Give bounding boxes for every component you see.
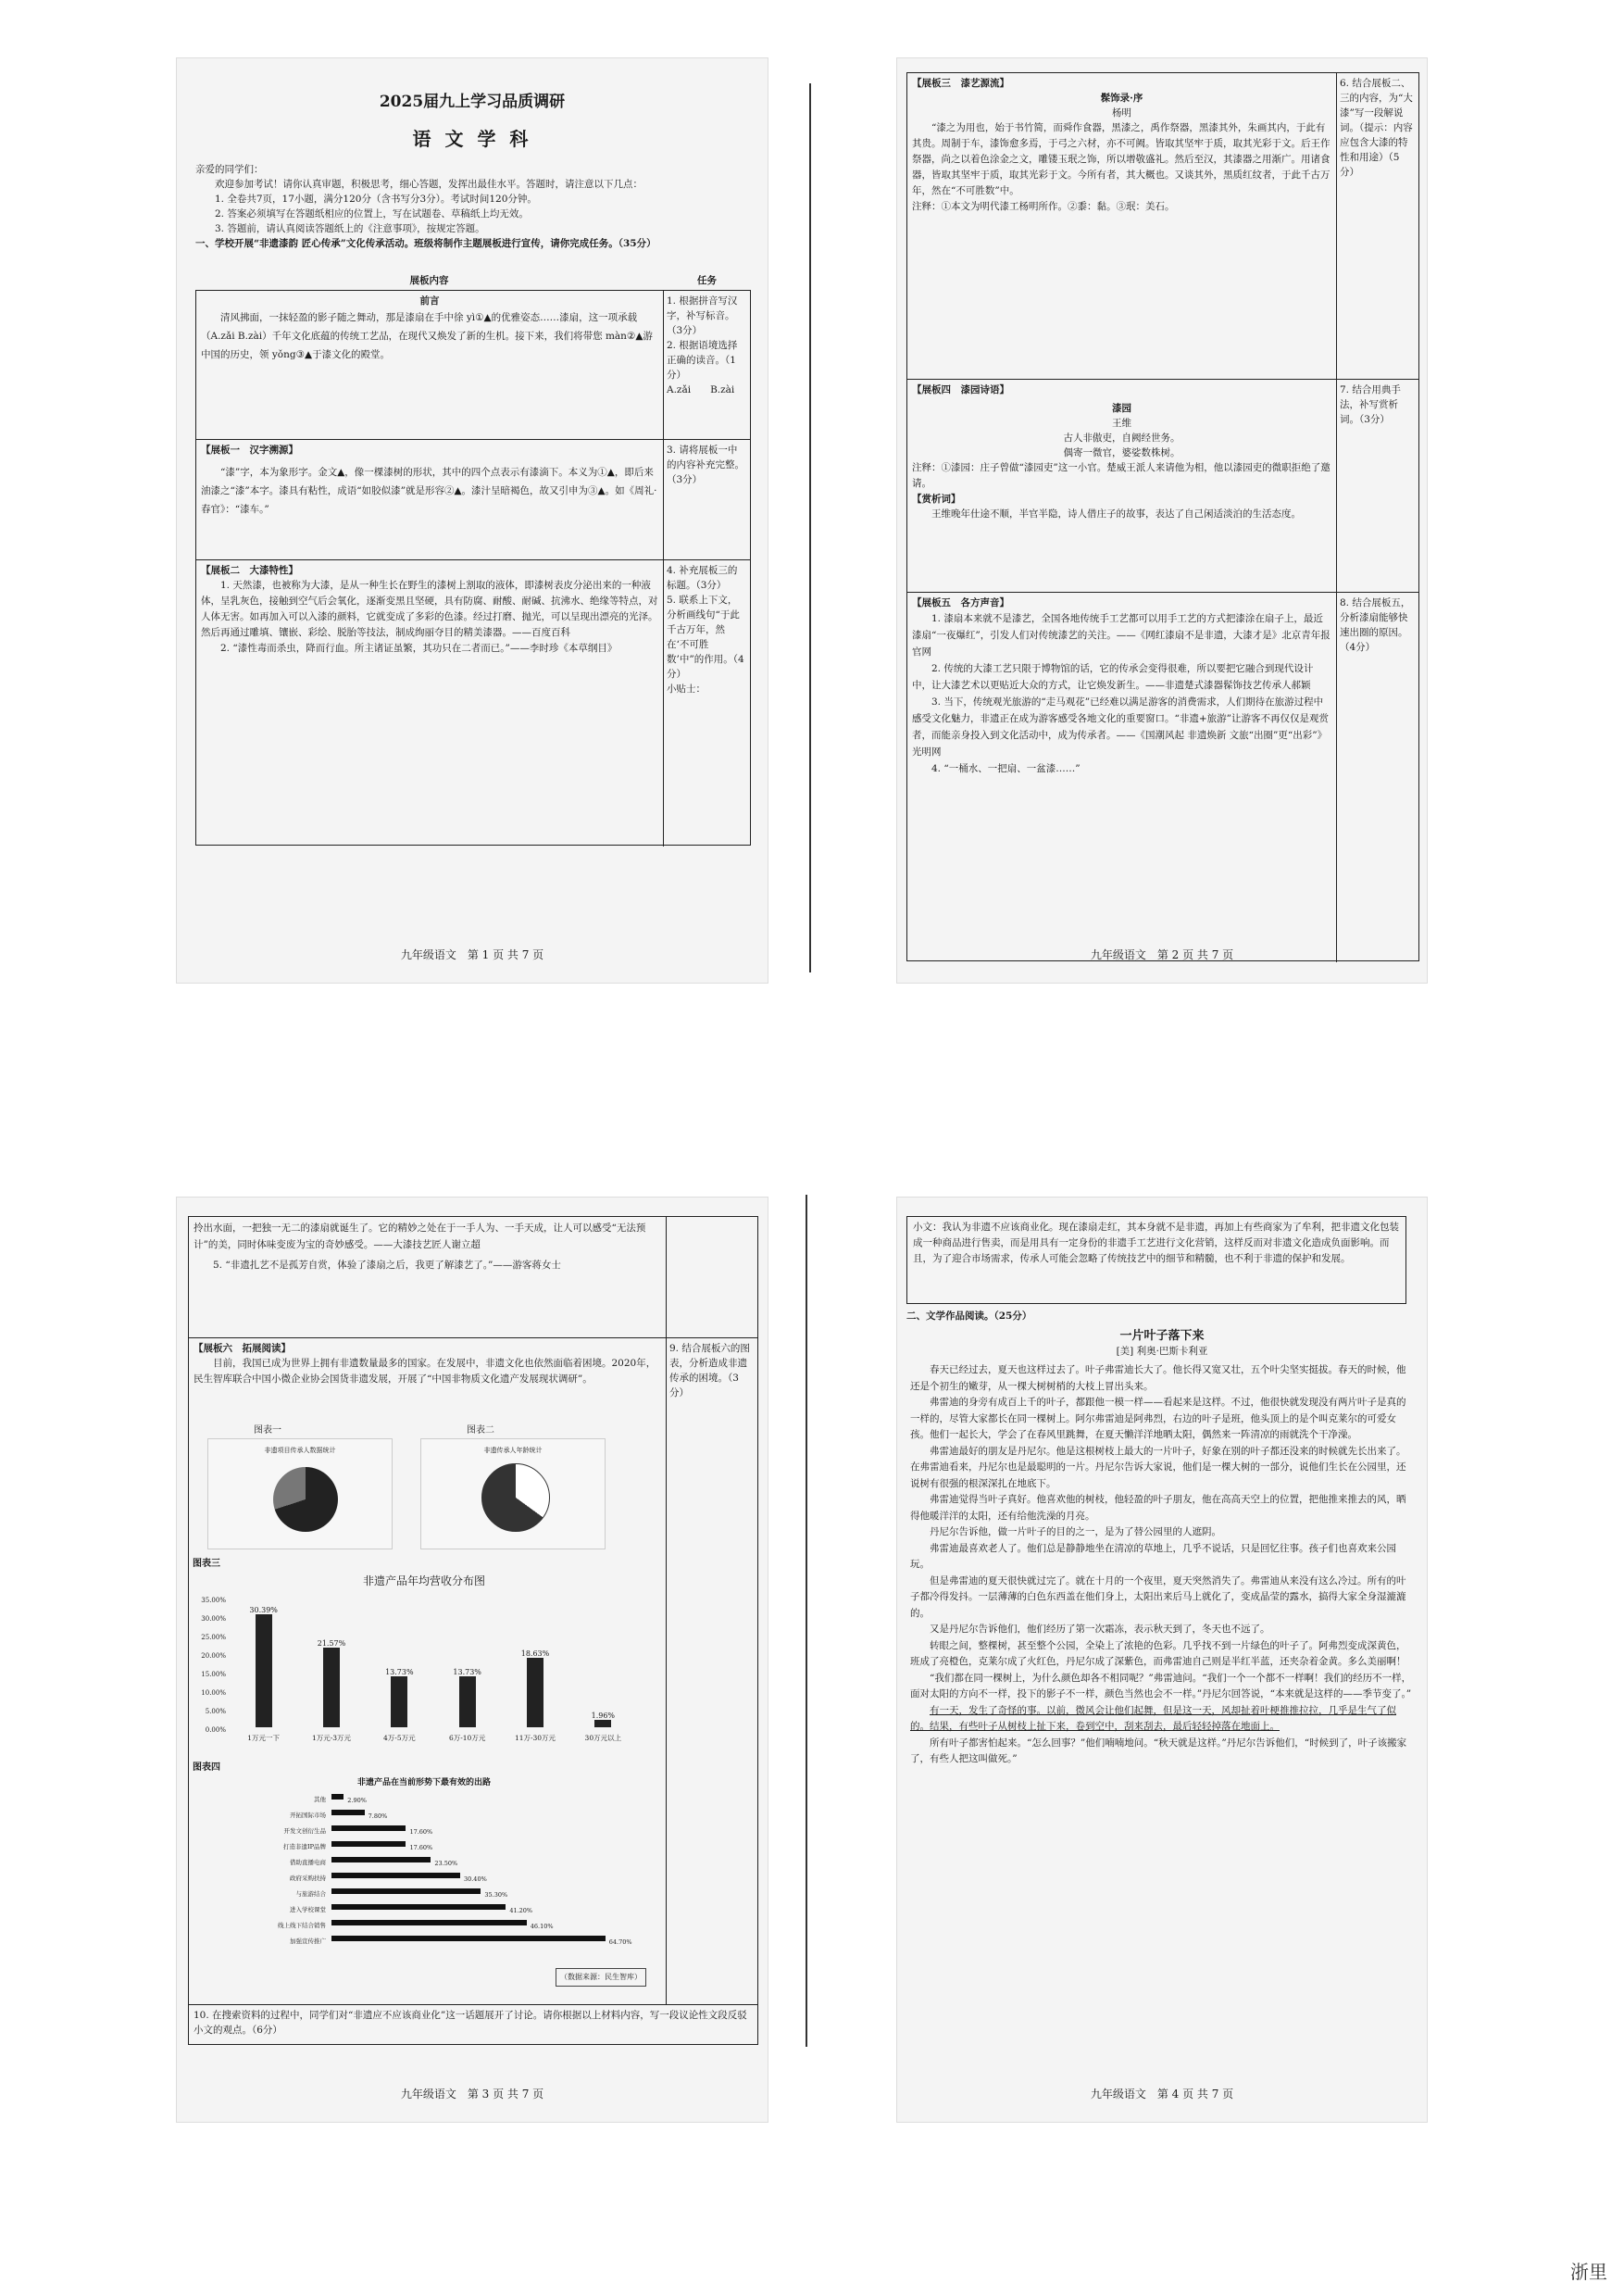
story-paragraph: 所有叶子都害怕起来。“怎么回事？”他们喃喃地问。“秋天就是这样。”丹尼尔告诉他们，“时候到了，叶子该搬家了，有些人把这叫做死。” [910, 1737, 1407, 1764]
story-title: 一片叶子落下来 [1119, 1329, 1205, 1343]
col-header-task: 任务 [697, 275, 717, 286]
scan-divider [809, 83, 811, 972]
chart-3-category-label: 1万元一下 [247, 1734, 281, 1742]
chart-2-label: 图表二 [467, 1425, 494, 1436]
xiaowen-opinion: 小文：我认为非遗不应该商业化。现在漆扇走红，其本身就不是非遗，再加上有些商家为了牟利，把非遗文化包装成一种商品进行售卖，而是用具有一定身份的非遗手工艺进行文化营销，这样反而对非遗文化造成负面影响。而且，为了迎合市场需求，传承人可能会忽略了传统技艺中的细节和精髓，也不利于非遗的保护和发展。 [913, 1222, 1399, 1264]
chart-4-bar [331, 1888, 481, 1894]
chart-3-bar [527, 1658, 543, 1727]
chart-4-bar [331, 1904, 506, 1910]
chart-4 [193, 1774, 656, 1988]
chart-3-bar [256, 1614, 272, 1727]
story-paragraph: 弗雷迪的身旁有成百上千的叶子，都跟他一模一样——看起来是这样。不过，他很快就发现没有两片叶子是真的一样的，尽管大家都长在同一棵树上。阿尔弗雷迪是阿弗烈，右边的叶子是班，他头顶上的是个叫克莱尔的可爱女孩。他们一起长大，学会了在春风里跳舞，在夏天懒洋洋地晒太阳，偶然来一阵清凉的雨就洗个干净澡。 [910, 1397, 1406, 1440]
task-5-note: 小贴士： [667, 683, 706, 695]
chart-3-bar [391, 1676, 407, 1727]
chart-3-value-label: 21.57% [317, 1638, 346, 1648]
chart-3-ytick: 0.00% [205, 1726, 226, 1734]
board-5-item: 3. 当下，传统观光旅游的“走马观花”已经难以满足游客的消费需求，人们期待在旅游过程中感受文化魅力，非遗正在成为游客感受各地文化的重要窗口。“非遗+旅游”让游客不再仅仅是观赏者，而能亲身投入到文化活动中，成为传承者。——《国潮风起 非遗焕新 文旅“出圈”更“出彩”》光明网 [912, 696, 1330, 758]
task-5: 5. 联系上下文，分析画线句“于此千古万年，然在‘不可胜数’中”的作用。（4分） [667, 595, 744, 680]
preface-text: 清风拂面，一抹轻盈的影子随之舞动，那是漆扇在手中徐 yì①▲的优雅姿态……漆扇，这一项承载（A.zǎi B.zài）千年文化底蕴的传统工艺品，在现代又焕发了新的生机。接下来，我们将带您 màn②▲游中国的历史，领 yǒng③▲于漆文化的殿堂。 [201, 312, 653, 360]
chart-4-value-label: 64.70% [608, 1938, 632, 1946]
chart-4-value-label: 46.10% [530, 1923, 554, 1930]
data-source: （数据来源：民生智库） [556, 1968, 646, 1987]
poem-title: 漆园 [1112, 403, 1131, 414]
chart-3-value-label: 1.96% [591, 1712, 616, 1721]
chart-3-category-label: 6万-10万元 [448, 1734, 486, 1742]
poem-analysis-title: 【赏析词】 [912, 494, 961, 505]
board-1-row [196, 439, 750, 559]
story-paragraph: 春天已经过去，夏天也这样过去了。叶子弗雷迪长大了。他长得又宽又壮，五个叶尖坚实挺拔。春天的时候，他还是个初生的嫩芽，从一棵大树树梢的大枝上冒出头来。 [910, 1364, 1406, 1392]
board-3-text: “漆之为用也，始于书竹简，而舜作食器，黑漆之，禹作祭器，黑漆其外，朱画其内，于此有其贵。周制于车，漆饰愈多焉，于弓之六材，亦不可阙。皆取其坚牢于质，取其光彩于文。后王作祭器，尚之以着色涂金之文，雕镂玉珉之饰，所以增敬盛礼。然后至汉，其漆器之用渐广。用诸食器，皆取其坚牢于质，取其光彩于文。今所有者，其大概也。又谈其外，黑质红纹者，于此千古万年，然在“不可胜数”中。 [912, 122, 1330, 196]
chart-3-ytick: 5.00% [205, 1708, 226, 1715]
chart-3-category-label: 4万-5万元 [383, 1734, 416, 1742]
chart-4-value-label: 7.80% [368, 1812, 388, 1820]
chart-4-value-label: 35.30% [484, 1891, 508, 1899]
exam-page-1 [176, 57, 768, 984]
board-3-author: 杨明 [1112, 107, 1131, 119]
chart-3-category-label: 30万元以上 [584, 1734, 622, 1742]
board-5-item: 4. “一桶水、一把扇、一盆漆……” [931, 763, 1081, 774]
board-5-continued: 拎出水面，一把独一无二的漆扇就诞生了。它的精妙之处在于一手人为、一手天成，让人可以感受“无法预计”的美，同时体味变废为宝的奇妙感受。——大漆技艺匠人谢立超 [194, 1223, 646, 1250]
story-paragraph: 弗雷迪觉得当叶子真好。他喜欢他的树枝，他轻盈的叶子朋友，他在高高天空上的位置，把他推来推去的风，晒得他暖洋洋的太阳，还有给他洗澡的月亮。 [910, 1494, 1406, 1522]
scan-divider [806, 1195, 807, 2047]
chart-1 [207, 1438, 393, 1549]
page-footer: 九年级语文 第 3 页 共 7 页 [400, 2088, 544, 2101]
chart-4-value-label: 17.60% [409, 1828, 433, 1836]
watermark: 浙里 [1570, 2261, 1607, 2283]
chart-3-bar [459, 1676, 476, 1727]
task-8: 8. 结合展板五，分析漆扇能够快速出圈的原因。（4分） [1340, 597, 1411, 653]
board-5-item-5: 5. “非遗扎艺不是孤芳自赏，体验了漆扇之后，我更了解漆艺了。”——游客蒋女士 [213, 1260, 561, 1271]
task-10: 10. 在搜索资料的过程中，同学们对“非遗应不应该商业化”这一话题展开了讨论。请你根据以上材料内容，写一段议论性文段反驳小文的观点。（6分） [189, 2004, 757, 2046]
chart-4-category-label: 加强宣传推广 [290, 1938, 326, 1945]
chart-3-label: 图表三 [193, 1559, 220, 1569]
task-4: 4. 补充展板三的标题。（3分） [667, 565, 738, 591]
page-footer: 九年级语文 第 2 页 共 7 页 [1090, 948, 1234, 961]
board-6-title: 【展板六 拓展阅读】 [194, 1343, 291, 1354]
chart-4-bar [331, 1873, 460, 1878]
page-1-header [195, 88, 749, 151]
section-2-heading: 二、文学作品阅读。（25分） [906, 1311, 1032, 1322]
preface-row [196, 291, 750, 439]
chart-4-category-label: 开发文创衍生品 [283, 1827, 326, 1835]
story-author: [美] 利奥·巴斯卡利亚 [1116, 1346, 1208, 1357]
board-3-row [907, 73, 1418, 379]
board-5-item: 1. 漆扇本来就不是漆艺，全国各地传统手工艺都可以用手工艺的方式把漆涂在扇子上，最近漆扇“一夜爆红”，引发人们对传统漆艺的关注。——《网红漆扇不是非遗，大漆才是》北京青年报官网 [912, 613, 1330, 658]
xiaowen-box [906, 1216, 1406, 1304]
story-paragraph: 又是丹尼尔告诉他们，他们经历了第一次霜冻，表示秋天到了，冬天也不远了。 [930, 1624, 1270, 1635]
chart-4-value-label: 23.50% [434, 1860, 458, 1867]
board-1-text: “漆”字，本为象形字。金文▲，像一棵漆树的形状，其中的四个点表示有漆滴下。本义为①▲，即后来油漆之“漆”本字。漆具有粘性，成语“如胶似漆”就是形容②▲。漆汁呈暗褐色，故又引申为③▲。如《周礼·春官》：“漆车。” [201, 467, 657, 515]
task-7: 7. 结合用典手法，补写赏析词。（3分） [1340, 384, 1401, 425]
intro-text: 欢迎参加考试！请你认真审题，积极思考，细心答题，发挥出最佳水平。答题时，请注意以下几点： [215, 179, 643, 190]
story-paragraph: 弗雷迪最好的朋友是丹尼尔。他是这根树枝上最大的一片叶子，好象在别的叶子都还没来的时候就先长出来了。在弗雷迪看来，丹尼尔也是最聪明的一片。丹尼尔告诉大家说，他们是一棵大树的一部分，说他们生长在公园里，还说树有很强的根深深扎在地底下。 [910, 1445, 1406, 1489]
story-paragraph: 但是弗雷迪的夏天很快就过完了。就在十月的一个夜里，夏天突然消失了。弗雷迪从来没有这么冷过。所有的叶子都冷得发抖。一层薄薄的白色东西盖在他们身上，太阳出来后马上就化了，变成晶莹的露水，搞得大家全身湿漉漉的。 [910, 1574, 1406, 1619]
exam-page-4 [896, 1197, 1428, 2123]
rule-item: 3. 答题前，请认真阅读答题纸上的《注意事项》，按规定答题。 [215, 223, 485, 234]
chart-3-bar [323, 1648, 340, 1727]
rule-item: 2. 答案必须填写在答题纸相应的位置上，写在试题卷、草稿纸上均无效。 [215, 208, 529, 219]
board-1-title: 【展板一 汉字溯源】 [201, 445, 298, 456]
chart-3-value-label: 13.73% [385, 1668, 414, 1677]
board-4-row [907, 379, 1418, 592]
chart-4-bar [331, 1936, 606, 1941]
poem-line: 古人非傲吏，自阙经世务。 [1063, 433, 1181, 444]
greeting: 亲爱的同学们： [195, 164, 264, 175]
chart-4-bar [331, 1794, 344, 1800]
story-paragraph-underlined: 有一天，发生了奇怪的事。以前，微风会让他们起舞，但是这一天，风却扯着叶梗推推拉拉，几乎是生气了似的。结果，有些叶子从树枝上扯下来，卷到空中，刮来刮去，最后轻轻掉落在地面上。 [910, 1704, 1396, 1732]
story-body [910, 1362, 1414, 2085]
board-6-text: 目前，我国已成为世界上拥有非遗数量最多的国家。在发展中，非遗文化也依然面临着困境。2020年，民生智库联合中国小微企业协会国货非遗发展，开展了“中国非物质文化遗产发展现状调研”。 [194, 1358, 656, 1385]
task-1: 1. 根据拼音写汉字，补写标音。（3分） [667, 295, 738, 336]
pie-chart-1 [273, 1467, 338, 1532]
rule-item: 1. 全卷共7页，17小题，满分120分（含书写分3分）。考试时间120分钟。 [215, 194, 537, 205]
chart-3-ytick: 10.00% [201, 1689, 226, 1697]
poem-line: 偶寄一微官，婆娑数株树。 [1063, 447, 1181, 458]
story-paragraph: “我们都在同一棵树上，为什么颜色却各不相同呢？”弗雷迪问。“我们一个一个都不一样啊！我们的经历不一样，面对太阳的方向不一样，投下的影子不一样，颜色当然也会不一样。”丹尼尔回答说，“本来就是这样的——季节变了。” [910, 1672, 1412, 1699]
poem-author: 王维 [1112, 418, 1131, 429]
story-paragraph: 丹尼尔告诉他，做一片叶子的目的之一，是为了替公园里的人遮阴。 [930, 1526, 1221, 1537]
chart-4-category-label: 其他 [314, 1796, 326, 1803]
exam-subject: 语 文 学 科 [412, 128, 532, 150]
chart-3-ytick: 35.00% [201, 1597, 226, 1604]
boards-table [195, 290, 751, 846]
preface-title: 前言 [419, 295, 440, 307]
task-2-options: A.zǎi B.zài [667, 384, 735, 395]
board-3-notes: 注释：①本文为明代漆工杨明所作。②黍：黏。③珉：美石。 [912, 201, 1175, 212]
chart-3-ytick: 25.00% [201, 1634, 226, 1641]
chart-3-ytick: 30.00% [201, 1615, 226, 1623]
chart-4-category-label: 进入学校课堂 [290, 1906, 326, 1913]
poem-notes: 注释：①漆园：庄子曾做“漆园吏”这一小官。楚威王派人来请他为相，他以漆园吏的微职拒绝了邀请。 [912, 462, 1330, 489]
task-6: 6. 结合展板二、三的内容，为“大漆”写一段解说词。（提示：内容应包含大漆的特性和用途）（5分） [1340, 78, 1413, 178]
boards-table-3 [188, 1216, 758, 2045]
story-paragraph: 转眼之间，整棵树，甚至整个公园，全染上了浓艳的色彩。几乎找不到一片绿色的叶子了。阿弗烈变成深黄色，班成了亮橙色，克莱尔成了火红色，丹尼尔成了深紫色，而弗雷迪自己则是半红半蓝，还夹杂着金黄。多么美丽啊！ [910, 1639, 1406, 1667]
chart-4-category-label: 打造非遗IP品牌 [283, 1843, 326, 1850]
section-1-heading: 一、学校开展“非遗漆韵 匠心传承”文化传承活动。班级将制作主题展板进行宣传，请你完成任务。（35分） [195, 238, 656, 249]
task-9: 9. 结合展板六的图表，分析造成非遗传承的困境。（3分） [669, 1343, 750, 1398]
chart-4-value-label: 41.20% [509, 1907, 533, 1914]
task-2: 2. 根据语境选择正确的读音。（1分） [667, 340, 738, 381]
exam-title: 2025届九上学习品质调研 [379, 93, 566, 111]
board-5-row [907, 592, 1418, 962]
chart-4-category-label: 借助直播电商 [290, 1859, 326, 1866]
col-header-content: 展板内容 [409, 275, 449, 286]
chart-4-category-label: 开拓国际市场 [290, 1812, 326, 1819]
page-footer: 九年级语文 第 4 页 共 7 页 [1090, 2088, 1234, 2101]
chart-4-label: 图表四 [193, 1762, 220, 1773]
board-5-cont-row [189, 1217, 757, 1337]
board-4-title: 【展板四 漆园诗语】 [912, 384, 1009, 395]
chart-4-category-label: 与旅游结合 [295, 1890, 326, 1898]
chart-3-title: 非遗产品年均营收分布图 [362, 1574, 485, 1587]
chart-3-value-label: 30.39% [249, 1606, 278, 1615]
task-3: 3. 请将展板一中的内容补充完整。（3分） [667, 445, 744, 485]
chart-3-category-label: 1万元-3万元 [311, 1734, 352, 1742]
chart-4-bar [331, 1920, 527, 1925]
exam-page-3 [176, 1197, 768, 2123]
chart-4-value-label: 2.90% [347, 1797, 367, 1804]
pie-chart-2 [481, 1463, 550, 1532]
poem-analysis: 王维晚年仕途不顺，半官半隐，诗人借庄子的故事，表达了自己闲适淡泊的生活态度。 [931, 508, 1301, 520]
chart-3 [193, 1570, 656, 1755]
page-footer: 九年级语文 第 1 页 共 7 页 [400, 948, 544, 961]
board-3-title: 【展板三 漆艺源流】 [912, 78, 1009, 89]
chart-4-bar [331, 1857, 431, 1862]
board-6-row [189, 1337, 757, 2004]
board-2-title: 【展板二 大漆特性】 [201, 565, 298, 576]
chart-4-title: 非遗产品在当前形势下最有效的出路 [356, 1778, 491, 1787]
chart-4-category-label: 线上线下结合销售 [278, 1922, 326, 1929]
chart-3-value-label: 13.73% [453, 1668, 481, 1677]
chart-4-value-label: 30.40% [463, 1875, 487, 1883]
board-2-text: 1. 天然漆，也被称为大漆，是从一种生长在野生的漆树上割取的液体，即漆树表皮分泌出来的一种液体，呈乳灰色，接触到空气后会氧化，逐渐变黑且坚硬，具有防腐、耐酸、耐碱、抗沸水、绝缘等特点，对人体无害。如再加入可以入漆的颜料，它就变成了多彩的色漆。经过打磨、抛光，可以呈现出漂亮的光泽。然后再通过雕填、镶嵌、彩绘、脱胎等技法，制成绚丽夺目的精美漆器。——百度百科 [201, 580, 658, 638]
chart-1-label: 图表一 [254, 1425, 281, 1436]
chart-4-category-label: 政府采购扶持 [290, 1875, 326, 1882]
board-2-row [196, 559, 750, 847]
board-3-subtitle: 髹饰录·序 [1100, 93, 1143, 104]
chart-1-title: 非遗项目传承人数据统计 [264, 1447, 336, 1454]
board-2-quote: 2. “漆性毒而杀虫，降而行血。所主诸证虽繁，其功只在二者而已。”——李时珍《本草纲目》 [220, 643, 618, 654]
exam-page-2 [896, 57, 1428, 984]
board-5-title: 【展板五 各方声音】 [912, 597, 1009, 608]
chart-3-ytick: 20.00% [201, 1652, 226, 1660]
chart-4-value-label: 17.60% [409, 1844, 433, 1851]
board-5-item: 2. 传统的大漆工艺只限于博物馆的话，它的传承会变得很难，所以要把它融合到现代设计中，让大漆艺术以更贴近大众的方式，让它焕发新生。——非遗楚式漆器髹饰技艺传承人郝颖 [912, 663, 1314, 691]
chart-2-title: 非遗传承人年龄统计 [483, 1447, 543, 1454]
story-paragraph: 弗雷迪最喜欢老人了。他们总是静静地坐在清凉的草地上，几乎不说话，只是回忆往事。孩子们也喜欢来公园玩。 [910, 1542, 1396, 1570]
chart-3-category-label: 11万-30万元 [514, 1734, 556, 1742]
chart-2 [420, 1438, 606, 1549]
chart-3-value-label: 18.63% [520, 1649, 550, 1659]
boards-table-2 [906, 72, 1419, 961]
chart-3-ytick: 15.00% [201, 1671, 226, 1678]
chart-4-bar [331, 1810, 365, 1815]
exam-instructions [195, 162, 749, 251]
chart-4-bar [331, 1841, 406, 1847]
chart-4-bar [331, 1825, 406, 1831]
